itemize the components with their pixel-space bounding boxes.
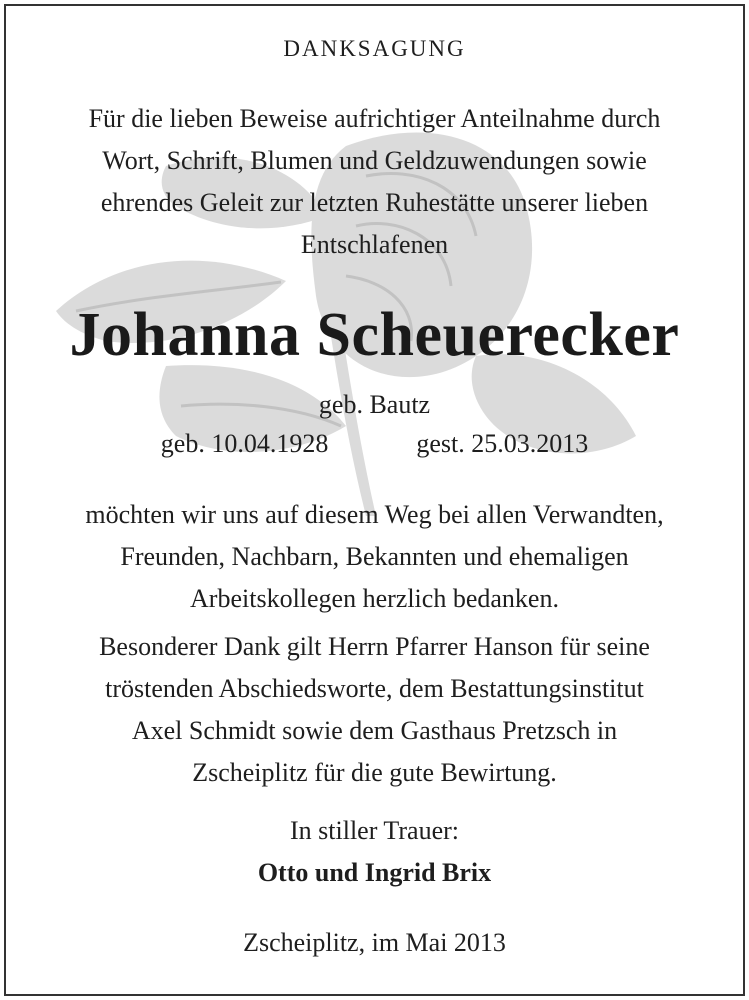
death-date: gest. 25.03.2013 <box>416 429 589 458</box>
life-dates <box>6 429 743 459</box>
intro-paragraph <box>6 98 743 266</box>
special-thanks-paragraph <box>6 626 743 794</box>
intro-line: Wort, Schrift, Blumen und Geldzuwendungen sowie <box>102 146 647 175</box>
special-thanks-line: Axel Schmidt sowie dem Gasthaus Pretzsch in <box>131 716 618 745</box>
heading: DANKSAGUNG <box>283 36 466 61</box>
thanks-paragraph <box>6 494 743 620</box>
special-thanks-line: Besonderer Dank gilt Herrn Pfarrer Hanson für seine <box>99 632 650 661</box>
special-thanks-line: tröstenden Abschiedsworte, dem Bestattungsinstitut <box>105 674 644 703</box>
birth-date: geb. 10.04.1928 <box>160 429 329 458</box>
place-date: Zscheiplitz, im Mai 2013 <box>243 928 506 957</box>
thanks-line: Freunden, Nachbarn, Bekannten und ehemaligen <box>120 542 629 571</box>
obituary-card <box>4 4 745 996</box>
intro-line: Für die lieben Beweise aufrichtiger Anteilnahme durch <box>88 104 661 133</box>
intro-line: ehrendes Geleit zur letzten Ruhestätte unserer lieben <box>100 188 649 217</box>
thanks-line: möchten wir uns auf diesem Weg bei allen Verwandten, <box>85 500 664 529</box>
thanks-line: Arbeitskollegen herzlich bedanken. <box>190 584 559 613</box>
deceased-name: Johanna Scheuerecker <box>69 301 680 369</box>
signers: Otto und Ingrid Brix <box>257 858 492 887</box>
obituary-content <box>6 6 743 994</box>
intro-line: Entschlafenen <box>300 230 449 259</box>
birth-name: geb. Bautz <box>318 390 431 419</box>
special-thanks-line: Zscheiplitz für die gute Bewirtung. <box>192 758 557 787</box>
mourning-line: In stiller Trauer: <box>290 816 459 845</box>
